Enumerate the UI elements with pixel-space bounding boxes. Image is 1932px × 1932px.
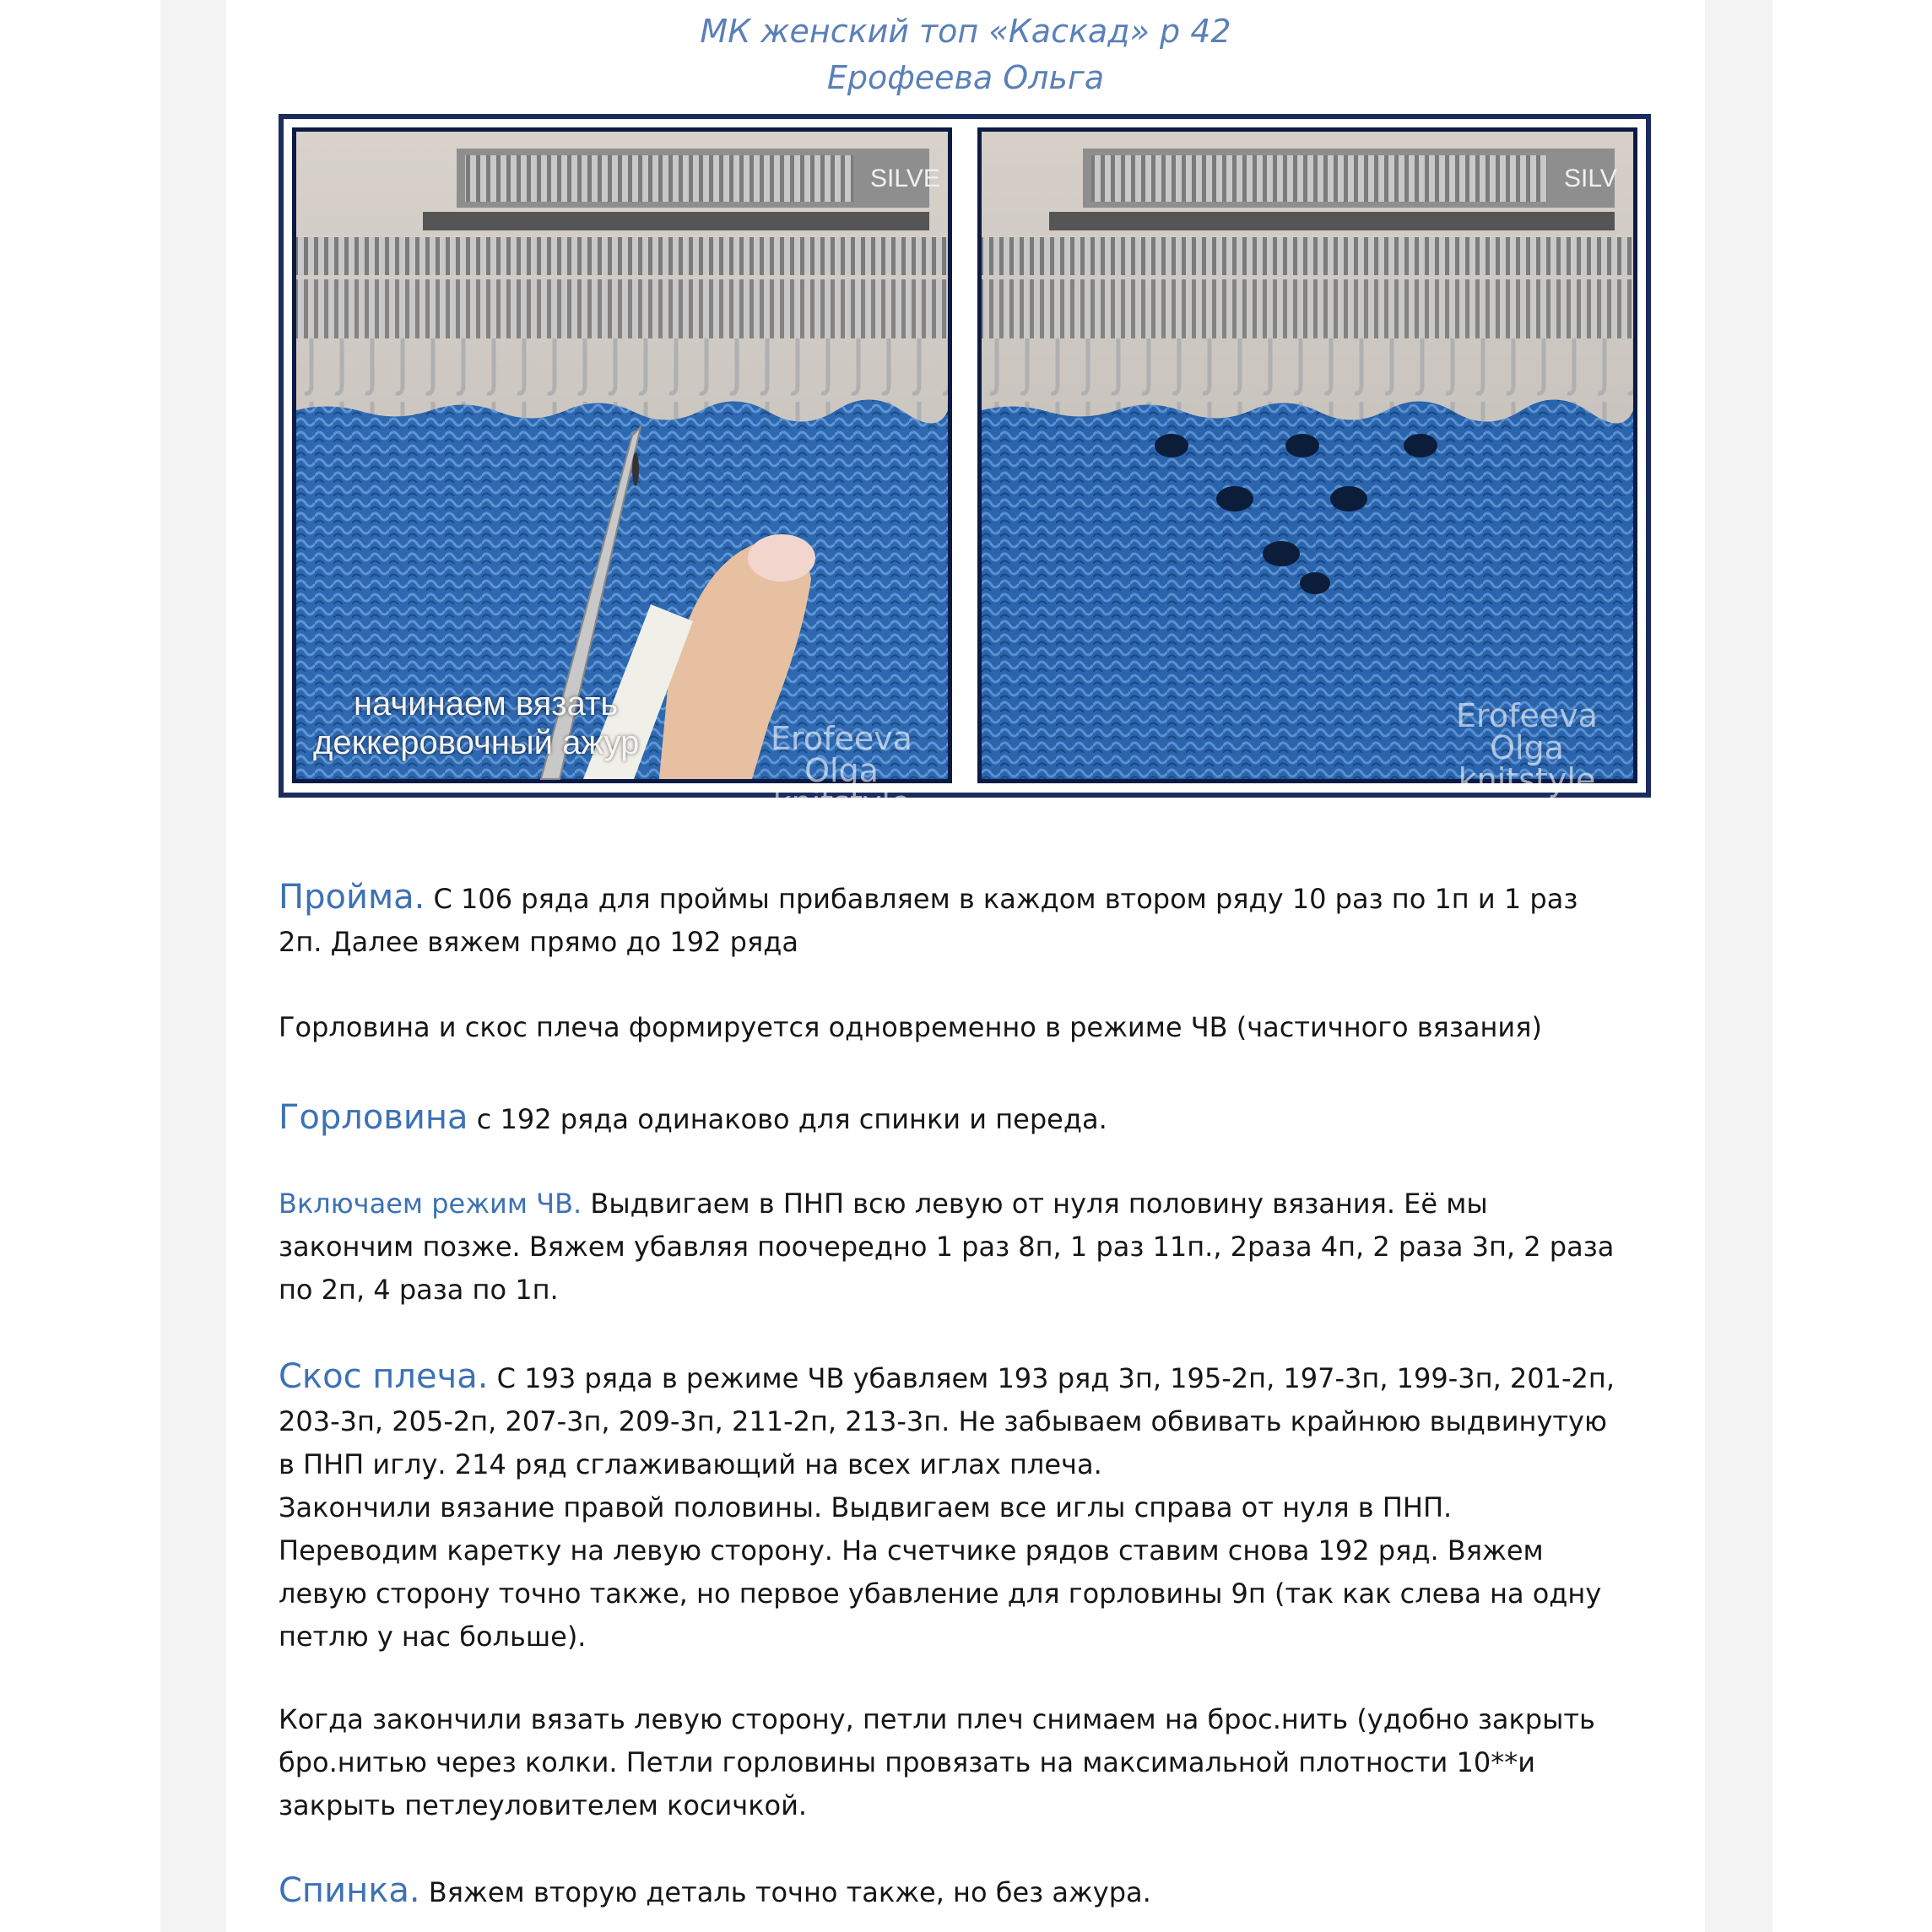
section-heading: Скос плеча. [279, 1357, 489, 1396]
paragraph-text: Выдвигаем в ПНП всю левую от нуля половину вязания. Её мы [582, 1188, 1488, 1220]
section-heading: Включаем режим ЧВ. [279, 1188, 582, 1220]
section-heading: Спинка. [279, 1871, 420, 1910]
paragraph-text: в ПНП иглу. 214 ряд сглаживающий на всех иглах плеча. [279, 1448, 1102, 1480]
machine-label: SILVE [870, 165, 940, 192]
gorlovina-note [279, 1006, 1663, 1049]
watermark-line: Erofeeva Olga [1456, 697, 1598, 766]
paragraph-text: 203-3п, 205-2п, 207-3п, 209-3п, 211-2п, 213-3п. Не забываем обвивать крайнюю выдвинутую [279, 1405, 1607, 1437]
section-gorlovina [279, 1096, 1663, 1141]
watermark-line: knitstyle [1458, 761, 1596, 798]
section-proyma [279, 876, 1663, 964]
section-heading: Пройма. [279, 878, 425, 917]
photo-frame [279, 114, 1651, 821]
photo-start-lace [292, 127, 952, 821]
watermark [735, 722, 948, 819]
paragraph-text: закрыть петлеуловителем косичкой. [279, 1789, 808, 1821]
caption-line: деккеровочный ажур [313, 724, 640, 761]
machine-label: SILV [1564, 165, 1617, 192]
section-heading: Горловина [279, 1098, 468, 1137]
watermark-line: knitstyle [772, 784, 911, 821]
paragraph-text: Когда закончили вязать левую сторону, петли плеч снимаем на брос.нить (удобно закрыть [279, 1703, 1595, 1735]
paragraph-text: Закончили вязание правой половины. Выдвигаем все иглы справа от нуля в ПНП. [279, 1491, 1453, 1523]
paragraph-text: петлю у нас больше). [279, 1621, 587, 1653]
section-skos [279, 1356, 1663, 1659]
document-header [226, 8, 1705, 101]
paragraph-text: Горловина и скос плеча формируется одновременно в режиме ЧВ (частичного вязания) [279, 1011, 1542, 1043]
section-chv [279, 1182, 1663, 1312]
photo-caption [313, 685, 639, 762]
watermark [1421, 697, 1633, 798]
paragraph-text: закончим позже. Вяжем убавляя поочередно 1 раз 8п, 1 раз 11п., 2раза 4п, 2 раза 3п, 2 раза [279, 1231, 1615, 1263]
paragraph-text: бро.нитью через колки. Петли горловины провязать на максимальной плотности 10**и [279, 1746, 1536, 1778]
document-author: Ерофеева Ольга [826, 59, 1105, 96]
paragraph-text: Переводим каретку на левую сторону. На счетчике рядов ставим снова 192 ряд. Вяжем [279, 1534, 1544, 1567]
paragraph-text: 2п. Далее вяжем прямо до 192 ряда [279, 926, 798, 958]
paragraph-text: С 106 ряда для проймы прибавляем в каждом втором ряду 10 раз по 1п и 1 раз [425, 883, 1578, 915]
caption-line: начинаем вязать [354, 685, 619, 722]
knitting-machine-illustration [296, 132, 948, 779]
section-spinka [279, 1870, 1663, 1914]
knitting-lace-illustration [982, 132, 1633, 779]
photo-lace-result [977, 127, 1637, 798]
section-final [279, 1698, 1663, 1827]
paragraph-text: с 192 ряда одинаково для спинки и переда. [468, 1103, 1107, 1135]
paragraph-text: левую сторону точно также, но первое убавление для горловины 9п (так как слева на одну [279, 1578, 1602, 1610]
paragraph-text: по 2п, 4 раза по 1п. [279, 1274, 559, 1306]
watermark-line: Erofeeva Olga [771, 720, 912, 789]
paragraph-text: Вяжем вторую деталь точно также, но без ажура. [419, 1876, 1151, 1908]
document-title: МК женский топ «Каскад» р 42 [700, 13, 1231, 50]
paragraph-text: С 193 ряда в режиме ЧВ убавляем 193 ряд 3п, 195-2п, 197-3п, 199-3п, 201-2п, [488, 1362, 1615, 1394]
